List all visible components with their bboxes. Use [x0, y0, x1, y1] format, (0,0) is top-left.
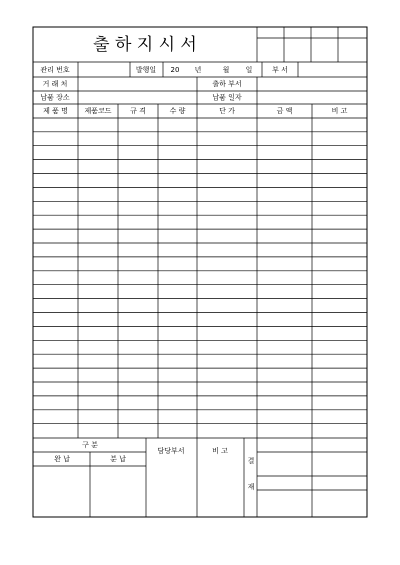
- form-title: 출 하 지 시 서: [93, 35, 197, 55]
- column-header: 제 품 명: [43, 107, 68, 115]
- client-label: 거 래 처: [42, 80, 68, 88]
- footer-remarks-label: 비 고: [212, 447, 228, 455]
- complete-label: 완 납: [54, 455, 70, 463]
- control-no-label: 관리 번호: [40, 66, 70, 74]
- column-header: 단 가: [219, 107, 235, 115]
- month-label: 월: [222, 66, 230, 74]
- column-header: 규 격: [130, 107, 146, 115]
- partial-label: 분 납: [110, 455, 126, 463]
- column-header: 금 액: [276, 107, 293, 115]
- approval-label-2: 재: [247, 483, 255, 491]
- delivery-date-label: 납품 일자: [212, 93, 242, 102]
- issue-date-label: 발행일: [135, 66, 157, 74]
- delivery-place-label: 납품 장소: [40, 93, 70, 102]
- column-header: 수 량: [169, 107, 186, 115]
- approval-label-1: 결: [247, 457, 255, 465]
- ship-dept-label: 출하 부서: [212, 80, 242, 88]
- day-label: 일: [245, 66, 253, 74]
- manager-dept-label: 담당부서: [157, 447, 185, 455]
- dept-label: 부 서: [272, 66, 288, 74]
- column-header: 제품코드: [84, 107, 112, 115]
- category-label: 구 분: [82, 441, 98, 449]
- year-label: 년: [194, 66, 202, 74]
- year-prefix: 20: [170, 66, 180, 74]
- column-header: 비 고: [331, 107, 348, 115]
